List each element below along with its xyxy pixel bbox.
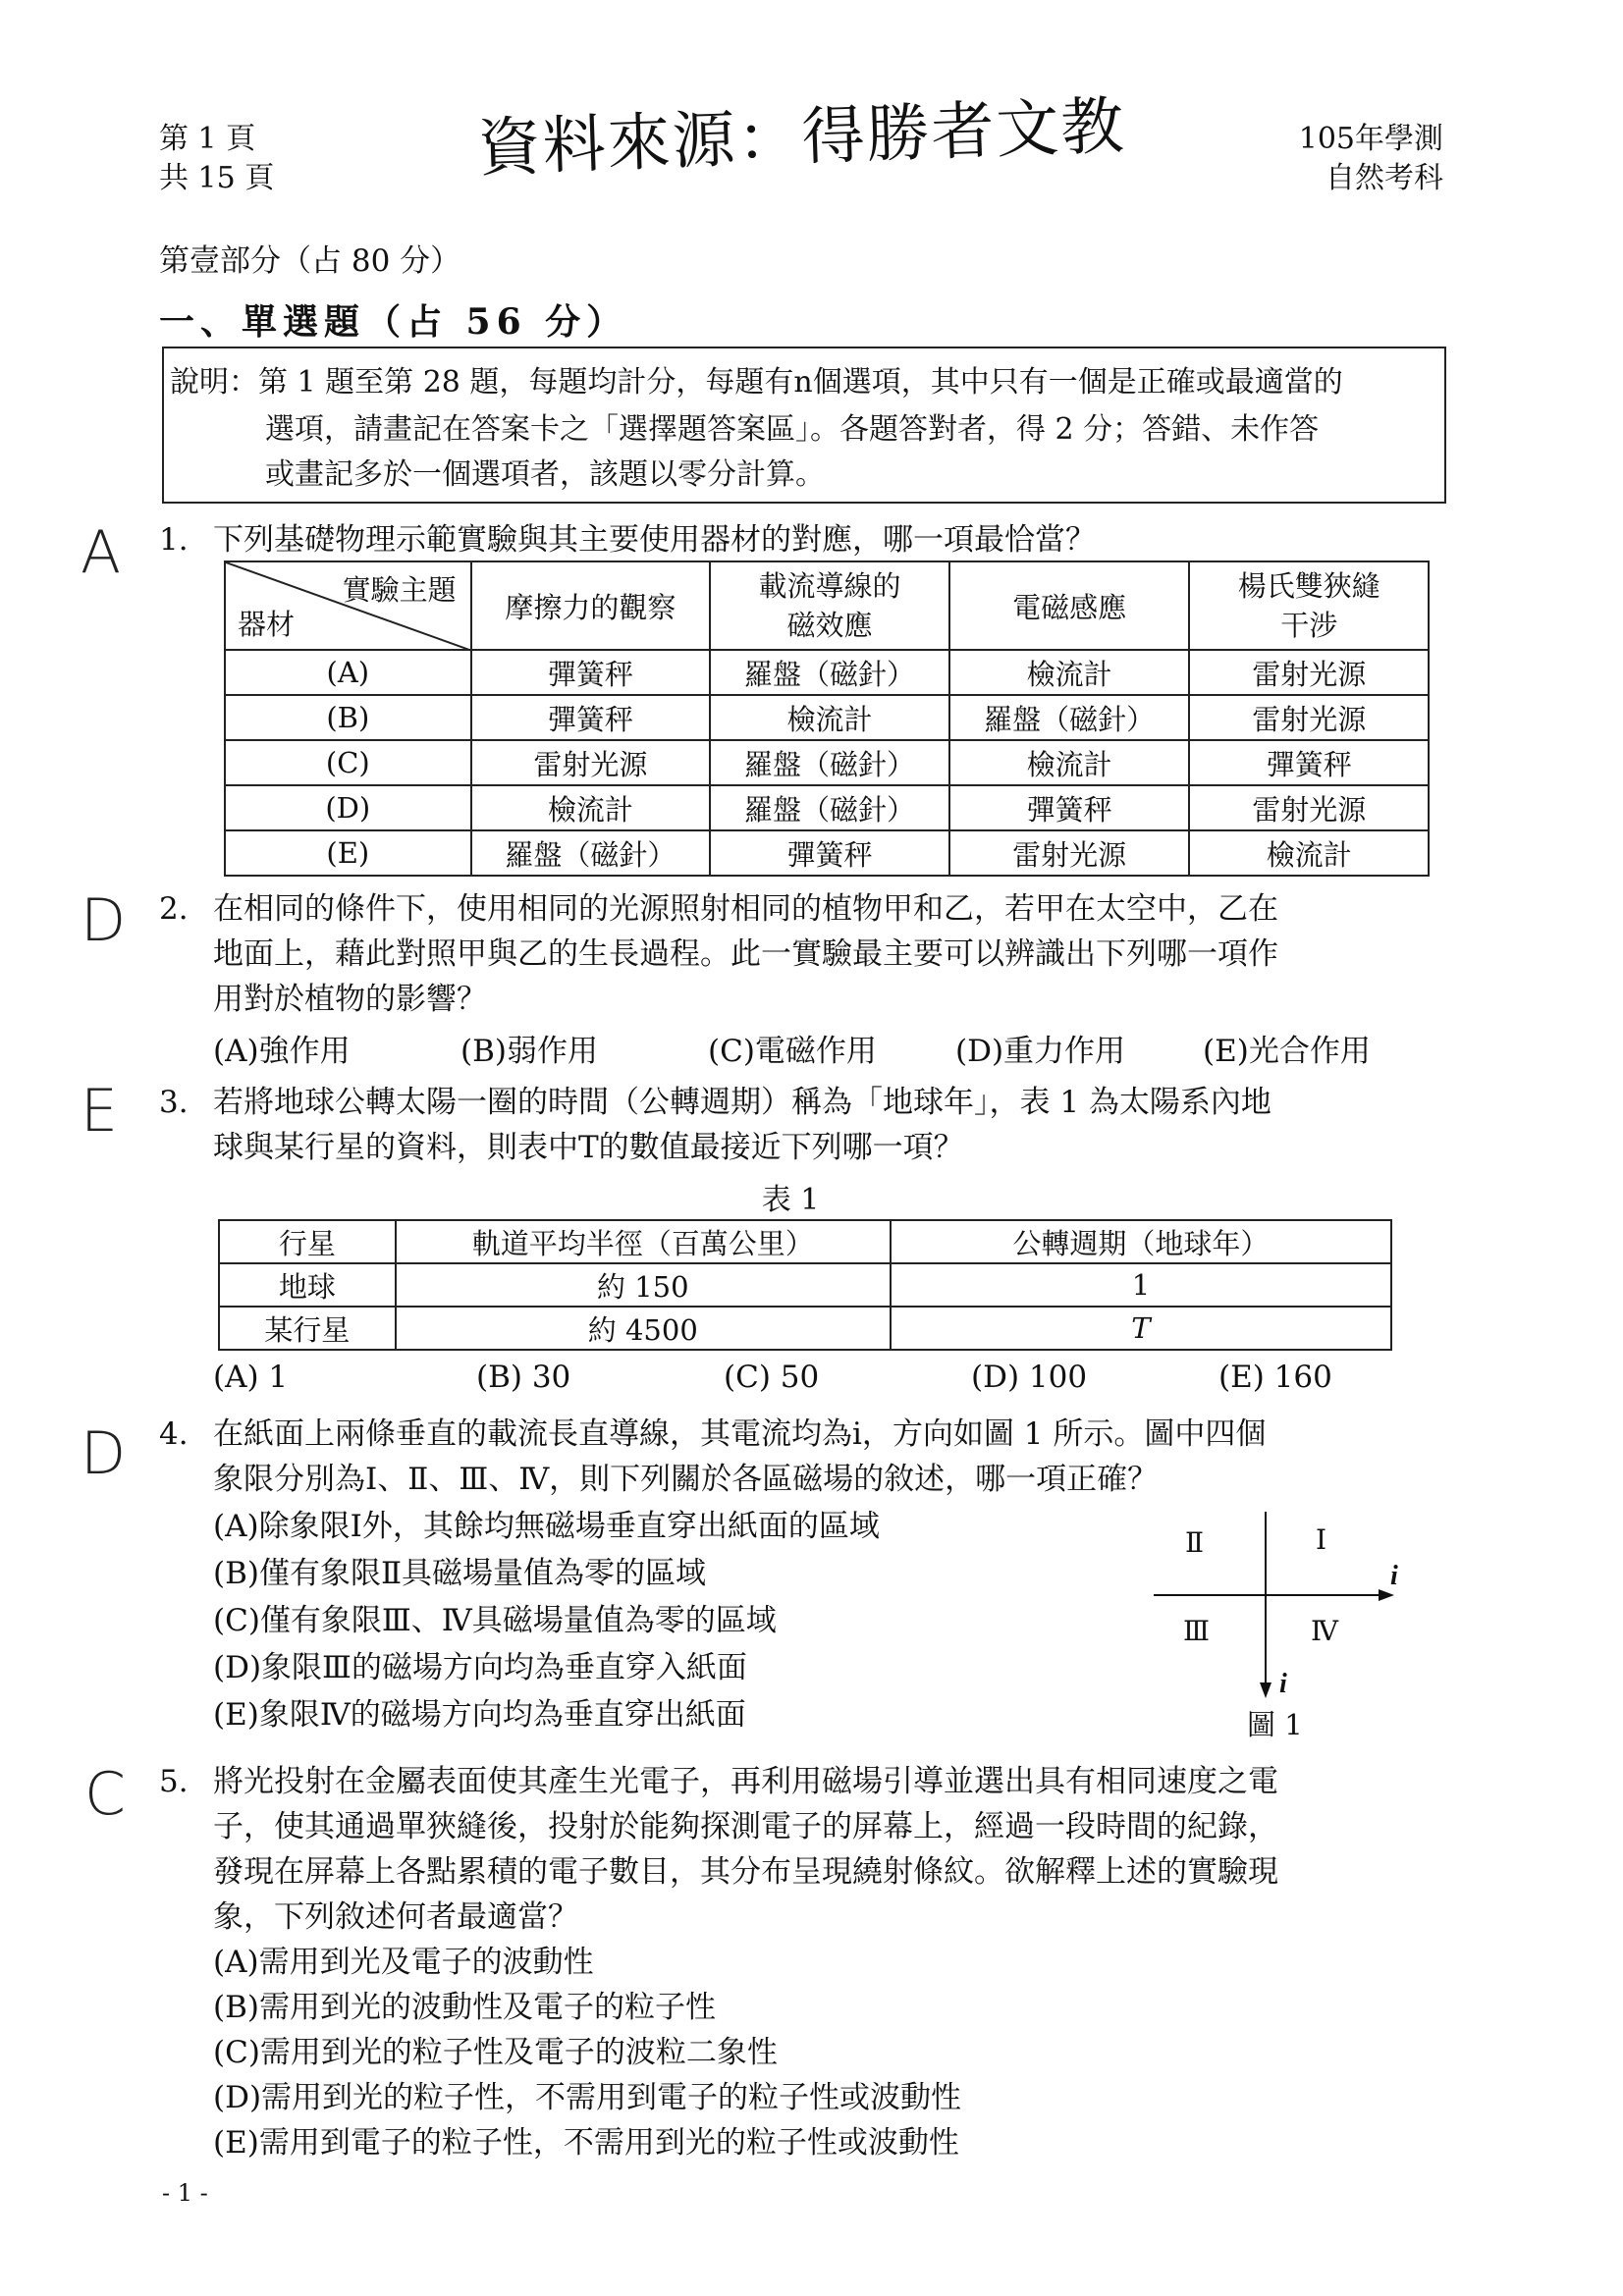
q3-table-caption: 表 1: [761, 1183, 820, 1217]
q1-table-corner: [225, 561, 471, 650]
q2-option-c: (C)電磁作用: [708, 1034, 877, 1069]
q3-cell: 1: [891, 1263, 1391, 1307]
q3-cell: 約 150: [396, 1263, 891, 1307]
instruction-line-1: 說明：第 1 題至第 28 題，每題均計分，每題有n個選項，其中只有一個是正確或最適當的: [170, 365, 1343, 400]
q1-cell: 羅盤（磁針）: [949, 695, 1190, 740]
q1-cell: 檢流計: [1189, 830, 1429, 876]
q4-line-2: 象限分別為Ⅰ、Ⅱ、Ⅲ、Ⅳ，則下列關於各區磁場的敘述，哪一項正確？: [213, 1462, 1159, 1497]
q2-number: 2.: [159, 891, 189, 927]
q1-cell: 雷射光源: [1189, 650, 1429, 695]
page-number: 第 1 頁: [159, 122, 256, 156]
q1-cell: 彈簧秤: [710, 830, 949, 876]
current-vertical-label: i: [1279, 1669, 1287, 1699]
q2-option-b: (B)弱作用: [460, 1034, 598, 1069]
q3-header-radius: 軌道平均半徑（百萬公里）: [396, 1220, 891, 1263]
q1-row-label: (D): [225, 785, 471, 830]
q3-option-e: (E) 160: [1218, 1360, 1332, 1395]
q1-corner-top: 實驗主題: [342, 573, 457, 607]
quadrant-4-label: Ⅳ: [1311, 1617, 1338, 1647]
q3-option-d: (D) 100: [971, 1360, 1088, 1395]
q5-option-d: (D)需用到光的粒子性，不需用到電子的粒子性或波動性: [213, 2080, 962, 2115]
q3-cell: 約 4500: [396, 1307, 891, 1350]
q1-row-label: (C): [225, 740, 471, 785]
q2-line-3: 用對於植物的影響？: [213, 982, 487, 1017]
q1-corner-bottom: 器材: [238, 608, 296, 641]
q2-options: [213, 1026, 1371, 1070]
q4-option-a: (A)除象限Ⅰ外，其餘均無磁場垂直穿出紙面的區域: [213, 1509, 880, 1544]
q3-options: [213, 1360, 1332, 1395]
q3-cell: 某行星: [219, 1307, 396, 1350]
q5-line-2: 子，使其通過單狹縫後，投射於能夠探測電子的屏幕上，經過一段時間的紀錄，: [213, 1809, 1278, 1844]
handwritten-source-note: 資料來源：得勝者文教: [476, 89, 1127, 186]
q5-line-3: 發現在屏幕上各點累積的電子數目，其分布呈現繞射條紋。欲解釋上述的實驗現: [213, 1854, 1278, 1890]
q1-row-label: (A): [225, 650, 471, 695]
q2-option-d: (D)重力作用: [955, 1034, 1126, 1069]
q3-line-1: 若將地球公轉太陽一圈的時間（公轉週期）稱為「地球年」，表 1 為太陽系內地: [213, 1085, 1271, 1120]
q2-line-2: 地面上，藉此對照甲與乙的生長過程。此一實驗最主要可以辨識出下列哪一項作: [213, 936, 1278, 972]
figure-1-caption: 圖 1: [1247, 1708, 1303, 1741]
q3-line-2: 球與某行星的資料，則表中T的數值最接近下列哪一項？: [213, 1130, 964, 1165]
q5-option-a: (A)需用到光及電子的波動性: [213, 1945, 594, 1980]
q1-cell: 檢流計: [471, 785, 711, 830]
q3-cell: T: [891, 1307, 1391, 1350]
q3-cell: 地球: [219, 1263, 396, 1307]
exam-year: 105年學測: [1298, 122, 1443, 156]
instructions-box: [162, 347, 1446, 504]
subject-label: 自然考科: [1325, 161, 1443, 195]
section-title: 一、單選題（占 56 分）: [159, 301, 628, 343]
answer-mark-q5: C: [84, 1760, 126, 1829]
quadrant-1-label: Ⅰ: [1316, 1525, 1327, 1556]
q4-option-b: (B)僅有象限Ⅱ具磁場量值為零的區域: [213, 1556, 707, 1591]
q1-cell: 檢流計: [949, 650, 1190, 695]
q1-cell: 羅盤（磁針）: [710, 785, 949, 830]
q1-cell: 彈簧秤: [949, 785, 1190, 830]
q1-cell: 雷射光源: [1189, 785, 1429, 830]
q4-number: 4.: [159, 1416, 189, 1452]
q2-line-1: 在相同的條件下，使用相同的光源照射相同的植物甲和乙，若甲在太空中，乙在: [213, 891, 1278, 927]
q1-cell: 雷射光源: [1189, 695, 1429, 740]
q1-cell: 雷射光源: [471, 740, 711, 785]
q3-header-planet: 行星: [219, 1220, 396, 1263]
page-footer: - 1 -: [162, 2179, 208, 2207]
quadrant-2-label: Ⅱ: [1185, 1528, 1205, 1559]
q3-number: 3.: [159, 1085, 189, 1120]
total-pages: 共 15 頁: [159, 161, 275, 195]
q2-option-a: (A)強作用: [213, 1034, 351, 1069]
q5-option-b: (B)需用到光的波動性及電子的粒子性: [213, 1990, 716, 2025]
q4-line-1: 在紙面上兩條垂直的載流長直導線，其電流均為i，方向如圖 1 所示。圖中四個: [213, 1416, 1267, 1452]
q1-cell: 彈簧秤: [471, 695, 711, 740]
q5-option-c: (C)需用到光的粒子性及電子的波粒二象性: [213, 2035, 778, 2070]
q1-cell: 雷射光源: [949, 830, 1190, 876]
q4-option-e: (E)象限Ⅳ的磁場方向均為垂直穿出紙面: [213, 1697, 746, 1733]
q1-cell: 羅盤（磁針）: [710, 650, 949, 695]
q5-option-e: (E)需用到電子的粒子性，不需用到光的粒子性或波動性: [213, 2125, 959, 2161]
q3-table: [218, 1219, 1392, 1351]
q3-header-period: 公轉週期（地球年）: [891, 1220, 1391, 1263]
q1-table: [224, 561, 1430, 877]
q3-option-c: (C) 50: [724, 1360, 820, 1395]
answer-mark-q4: D: [81, 1419, 127, 1488]
q1-number: 1.: [159, 522, 189, 558]
current-horizontal-label: i: [1390, 1561, 1398, 1591]
q5-line-1: 將光投射在金屬表面使其產生光電子，再利用磁場引導並選出具有相同速度之電: [213, 1764, 1278, 1799]
q1-cell: 彈簧秤: [1189, 740, 1429, 785]
q1-cell: 彈簧秤: [471, 650, 711, 695]
q1-cell: 檢流計: [949, 740, 1190, 785]
answer-mark-q3: E: [81, 1077, 118, 1146]
q5-number: 5.: [159, 1764, 189, 1799]
q3-option-a: (A) 1: [213, 1360, 289, 1395]
q5-line-4: 象，下列敘述何者最適當？: [213, 1899, 578, 1935]
part-heading: 第壹部分（占 80 分）: [159, 243, 461, 279]
q2-option-e: (E)光合作用: [1203, 1034, 1371, 1069]
instruction-line-3: 或畫記多於一個選項者，該題以零分計算。: [265, 457, 825, 492]
q1-header-magnetic: 載流導線的 磁效應: [710, 561, 949, 650]
quadrant-3-label: Ⅲ: [1183, 1617, 1211, 1647]
answer-mark-q1: A: [81, 518, 122, 587]
q1-header-friction: 摩擦力的觀察: [471, 561, 711, 650]
figure-1: [1149, 1512, 1404, 1747]
q1-text: 下列基礎物理示範實驗與其主要使用器材的對應，哪一項最恰當？: [213, 522, 1096, 558]
answer-mark-q2: D: [81, 886, 127, 955]
q1-header-induction: 電磁感應: [949, 561, 1190, 650]
q4-option-c: (C)僅有象限Ⅲ、Ⅳ具磁場量值為零的區域: [213, 1603, 777, 1638]
q4-option-d: (D)象限Ⅲ的磁場方向均為垂直穿入紙面: [213, 1650, 747, 1685]
q1-row-label: (E): [225, 830, 471, 876]
q1-header-young: 楊氏雙狹縫 干涉: [1189, 561, 1429, 650]
q3-option-b: (B) 30: [476, 1360, 571, 1395]
q1-cell: 羅盤（磁針）: [710, 740, 949, 785]
q1-row-label: (B): [225, 695, 471, 740]
instruction-line-2: 選項，請畫記在答案卡之「選擇題答案區」。各題答對者，得 2 分；答錯、未作答: [265, 412, 1320, 447]
q1-cell: 檢流計: [710, 695, 949, 740]
q1-cell: 羅盤（磁針）: [471, 830, 711, 876]
